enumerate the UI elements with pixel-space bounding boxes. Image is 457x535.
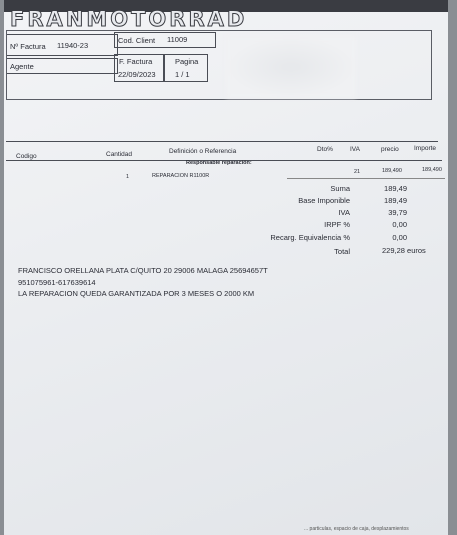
irpf-value: 0,00 — [392, 220, 407, 229]
col-importe: Importe — [414, 145, 437, 152]
total-label: Total — [334, 247, 350, 256]
col-precio: precio — [381, 146, 399, 153]
redacted-area — [226, 36, 356, 98]
taxable-base-label: Base Imponible — [298, 196, 350, 205]
irpf-label: IRPF % — [324, 220, 350, 229]
header-frame — [6, 30, 432, 100]
table-top-rule — [6, 141, 438, 142]
total-value: 229,28 euros — [382, 246, 426, 255]
sum-label: Suma — [330, 184, 350, 193]
warranty-line: LA REPARACION QUEDA GARANTIZADA POR 3 MESES O 2000 KM — [18, 289, 255, 298]
page-label: Pagina — [175, 57, 199, 66]
sum-value: 189,49 — [384, 184, 407, 193]
row-definition: REPARACION R1100R — [152, 173, 210, 179]
row-rule — [287, 178, 445, 179]
col-definicion: Definición o Referencia — [169, 148, 237, 155]
responsible-label: Responsable reparación: — [186, 160, 252, 166]
surcharge-value: 0,00 — [392, 233, 407, 242]
page-value: 1 / 1 — [175, 70, 190, 79]
customer-line: FRANCISCO ORELLANA PLATA C/QUITO 20 29006 MALAGA 25694657T — [18, 266, 268, 275]
row-price: 189,490 — [382, 168, 402, 174]
client-code-label: Cod. Client — [118, 36, 156, 45]
surcharge-label: Recarg. Equivalencia % — [270, 233, 350, 242]
agent-label: Agente — [10, 62, 34, 71]
invoice-date-label: F. Factura — [119, 57, 153, 66]
invoice-date-value: 22/09/2023 — [118, 70, 156, 79]
invoice-paper — [4, 0, 448, 535]
row-amount: 189,490 — [422, 167, 442, 173]
row-quantity: 1 — [126, 174, 130, 180]
invoice-number-label: Nº Factura — [10, 42, 46, 51]
row-iva: 21 — [354, 169, 361, 175]
invoice-number-value: 11940-23 — [57, 41, 89, 50]
col-dto: Dto% — [317, 146, 333, 153]
iva-label: IVA — [338, 208, 350, 217]
col-codigo: Codigo — [16, 153, 37, 160]
footer-text: ... particulas, espacio de caja, desplazamientos — [304, 526, 409, 532]
col-iva: IVA — [350, 146, 360, 153]
iva-value: 39,79 — [388, 208, 407, 217]
col-cantidad: Cantidad — [106, 151, 133, 158]
company-logo: FRANMOTORRAD — [10, 7, 248, 31]
client-code-value: 11009 — [167, 35, 188, 44]
phone-line: 951075961-617639614 — [18, 278, 96, 287]
taxable-base-value: 189,49 — [384, 196, 407, 205]
